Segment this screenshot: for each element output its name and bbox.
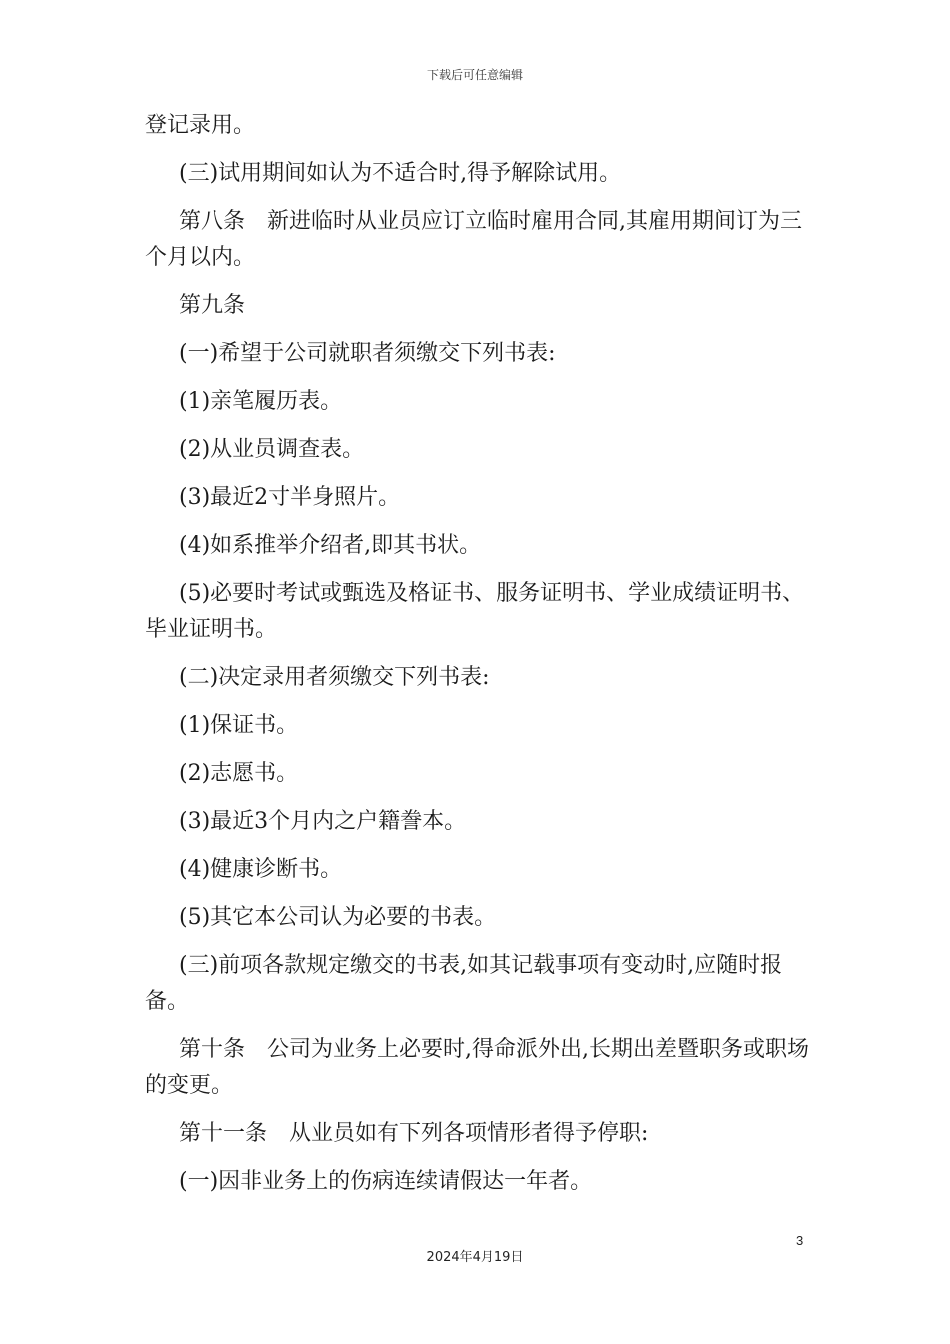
paragraph: (3)最近3个月内之户籍誊本。 [179, 809, 467, 834]
paragraph: (二)决定录用者须缴交下列书表: [179, 665, 490, 690]
paragraph: (一)希望于公司就职者须缴交下列书表: [179, 341, 556, 366]
footer-date: 2024年4月19日 [426, 1250, 524, 1265]
paragraph: 第八条 新进临时从业员应订立临时雇用合同,其雇用期间订为三个月以内。 [145, 209, 802, 270]
paragraph: 登记录用。 [145, 113, 256, 138]
paragraph: (1)保证书。 [179, 713, 299, 738]
paragraph: (5)其它本公司认为必要的书表。 [179, 905, 497, 930]
page-header: 下载后可任意编辑 [426, 68, 523, 82]
paragraph: (2)志愿书。 [179, 761, 299, 786]
paragraph: (1)亲笔履历表。 [179, 389, 343, 414]
page-number: 3 [796, 1233, 804, 1248]
paragraph: (一)因非业务上的伤病连续请假达一年者。 [179, 1169, 593, 1194]
paragraph: (三)试用期间如认为不适合时,得予解除试用。 [179, 161, 622, 186]
paragraph: 第九条 [179, 293, 246, 318]
paragraph: (3)最近2寸半身照片。 [179, 485, 401, 510]
paragraph: (4)健康诊断书。 [179, 857, 343, 882]
paragraph: (5)必要时考试或甄选及格证书、服务证明书、学业成绩证明书、毕业证明书。 [145, 581, 805, 642]
paragraph: (三)前项各款规定缴交的书表,如其记载事项有变动时,应随时报备。 [145, 953, 783, 1014]
paragraph: 第十条 公司为业务上必要时,得命派外出,长期出差暨职务或职场的变更。 [145, 1037, 809, 1098]
paragraph: 第十一条 从业员如有下列各项情形者得予停职: [179, 1121, 649, 1146]
paragraph: (2)从业员调查表。 [179, 437, 365, 462]
document-body [145, 108, 810, 1212]
paragraph: (4)如系推举介绍者,即其书状。 [179, 533, 482, 558]
